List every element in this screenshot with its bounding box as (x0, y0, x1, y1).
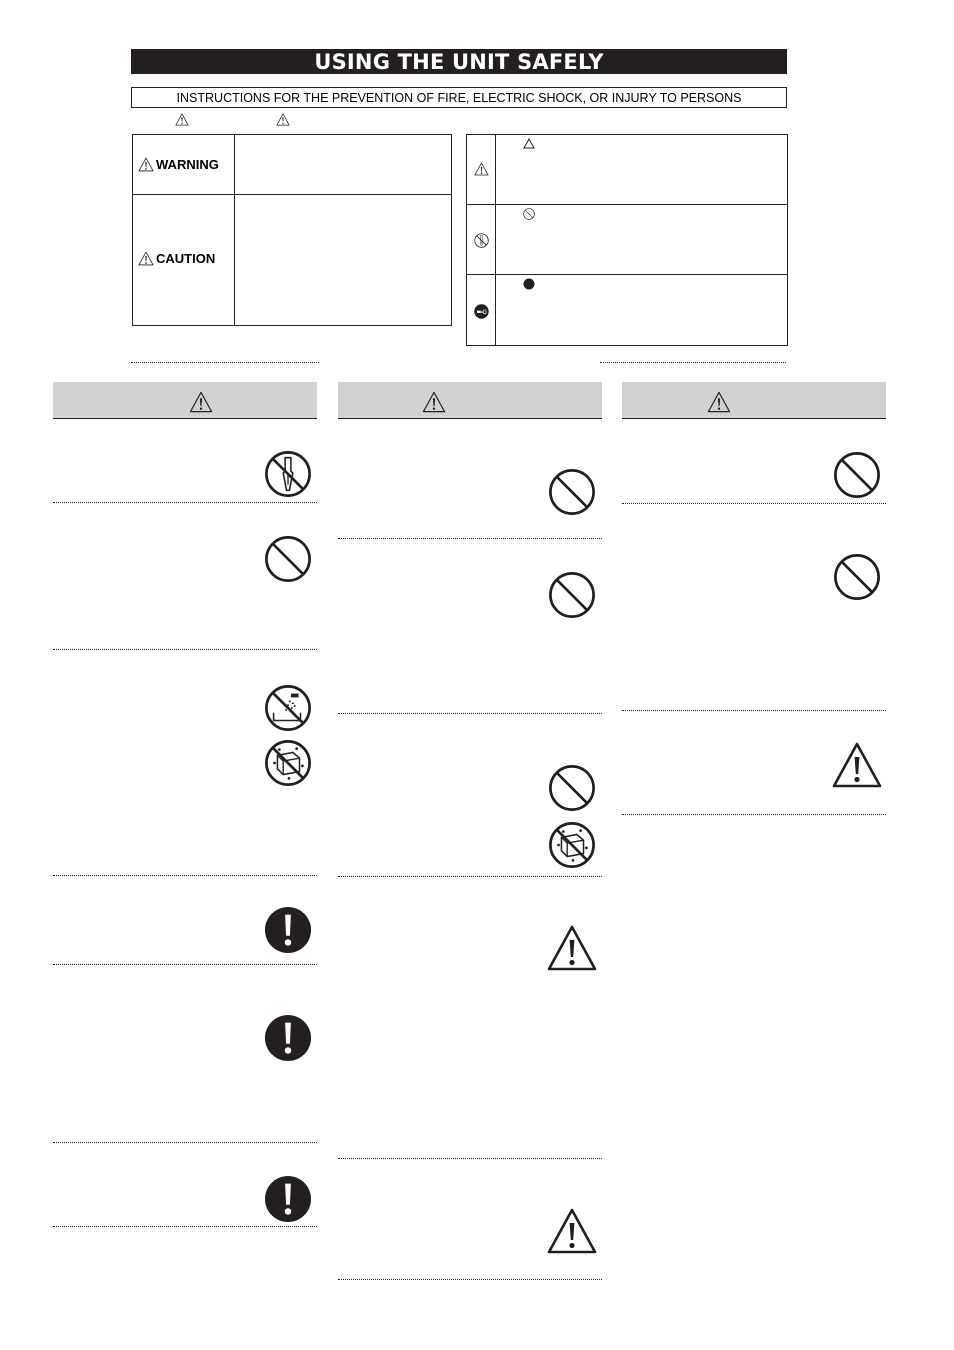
no-disassemble-icon (264, 450, 312, 498)
divider (338, 1279, 602, 1280)
divider (53, 964, 317, 965)
divider (338, 713, 602, 714)
warning-triangle-icon (474, 162, 489, 176)
divider (53, 1226, 317, 1227)
column-header-1 (53, 382, 317, 419)
prohibition-circle-icon (523, 208, 535, 220)
divider (622, 814, 886, 815)
divider (622, 710, 886, 711)
warning-triangle-icon (546, 1207, 598, 1255)
divider (600, 362, 786, 363)
divider (53, 1142, 317, 1143)
prohibition-circle-icon (548, 468, 596, 516)
unplug-icon (474, 304, 489, 319)
prohibition-circle-icon (833, 553, 881, 601)
no-disassemble-icon (474, 233, 489, 248)
divider (338, 538, 602, 539)
divider (53, 502, 317, 503)
warning-triangle-icon (189, 391, 213, 413)
column-header-2 (338, 382, 602, 419)
no-shower-icon (264, 684, 312, 732)
warning-triangle-icon (276, 113, 290, 126)
mandatory-exclamation-icon (264, 906, 312, 954)
warning-triangle-icon (546, 924, 598, 972)
warning-triangle-icon (138, 157, 154, 172)
warning-triangle-icon (422, 391, 446, 413)
warning-triangle-icon (831, 741, 883, 789)
divider (338, 876, 602, 877)
warning-label-text: WARNING (156, 157, 219, 172)
caution-label-text: CAUTION (156, 251, 216, 266)
divider (338, 1158, 602, 1159)
warning-triangle-icon (707, 391, 731, 413)
column-header-3 (622, 382, 886, 419)
no-water-icon (548, 821, 596, 869)
divider (622, 503, 886, 504)
instructions-banner: INSTRUCTIONS FOR THE PREVENTION OF FIRE, ELECTRIC SHOCK, OR INJURY TO PERSONS (131, 87, 787, 108)
mandatory-exclamation-icon (264, 1175, 312, 1223)
no-water-icon (264, 739, 312, 787)
divider (53, 649, 317, 650)
warning-triangle-icon (138, 251, 154, 266)
divider (53, 875, 317, 876)
warning-label (138, 157, 219, 172)
symbol-legend-table (466, 134, 788, 346)
divider (131, 362, 319, 363)
filled-circle-icon (523, 278, 535, 290)
mandatory-exclamation-icon (264, 1014, 312, 1062)
triangle-outline-icon (523, 138, 535, 149)
warning-triangle-icon (175, 113, 189, 126)
prohibition-circle-icon (264, 535, 312, 583)
prohibition-circle-icon (548, 764, 596, 812)
severity-legend-table (132, 134, 452, 326)
caution-label (138, 251, 215, 266)
prohibition-circle-icon (548, 571, 596, 619)
prohibition-circle-icon (833, 451, 881, 499)
page-title: USING THE UNIT SAFELY (131, 49, 787, 74)
